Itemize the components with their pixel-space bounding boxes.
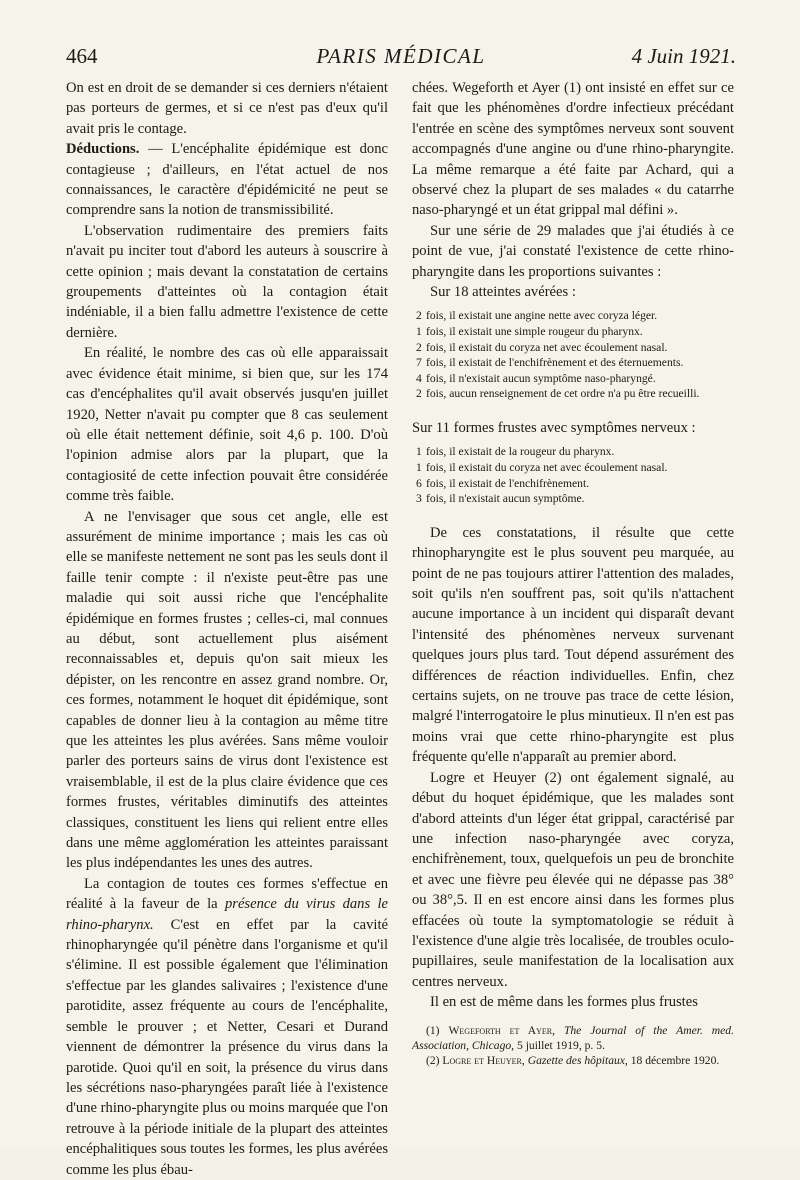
list-title: Sur 18 atteintes avérées : xyxy=(430,284,576,301)
list-avered xyxy=(412,308,734,402)
paragraph: Sur une série de 29 malades que j'ai étudiés à ce point de vue, j'ai constaté l'existence de cette rhino-pharyngite dans les proportions suivantes : xyxy=(412,222,734,280)
footnote-authors: Wegeforth et Ayer, xyxy=(448,1023,555,1037)
paragraph-text: C'est en effet par la cavité rhinopharyngée qu'il pénètre dans l'organisme et qu'il s'élimine. Il est possible également que l'élimination s'effectue par les glandes salivaires ; l'existence d'une parotidite, assez fréquente au cours de l'encéphalite, semble le prouver ; et Netter, Cesari et Durand viennent de démontrer la présence du virus dans la parotide. Quoi qu'il en soit, la présence du virus dans les sécrétions naso-pharyngées paraît liée à l'existence d'une rhino-pharyngite plus ou moins marquée que l'on retrouve à la période initiale de la plupart des atteintes encéphalitiques sous toutes les formes, les plus avérées comme les plus ébau- xyxy=(66,916,388,1178)
emphasis-text: présence du virus dans le rhino-pharynx. xyxy=(66,896,388,933)
paragraph xyxy=(66,874,388,1180)
list-item: 6 fois, il existait de l'enchifrènement. xyxy=(416,476,590,490)
paragraph: chées. Wegeforth et Ayer (1) ont insisté en effet sur ce fait que les phénomènes d'ordre infectieux précédant l'entrée en scène des symptômes nerveux sont souvent accompagnés d'une angine ou d'une rhino-pharyngite. La même remarque a été faite par Achard, qui a observé chez la plupart de ses malades « du catarrhe naso-pharyngé et un état grippal mal défini ». xyxy=(412,80,734,219)
list-item: 1 fois, il existait du coryza net avec écoulement nasal. xyxy=(416,461,668,475)
list-item: 2 fois, il existait une angine nette avec coryza léger. xyxy=(416,309,658,323)
footnote: (2) Logre et Heuyer, Gazette des hôpitaux, 18 décembre 1920. xyxy=(426,1054,720,1068)
right-column xyxy=(412,78,734,1069)
paragraph: L'observation rudimentaire des premiers faits n'avait pu inciter tout d'abord les auteurs à souscrire à cette opinion ; mais devant la constatation de certains groupements d'atteintes où la contagion était indéniable, il a bien fallu admettre l'existence de cette dernière. xyxy=(66,222,388,341)
list-item: 7 fois, il existait de l'enchifrènement et des éternuements. xyxy=(416,356,684,370)
page-number: 464 xyxy=(66,44,98,68)
paragraph: Logre et Heuyer (2) ont également signalé, au début du hoquet épidémique, que les malades sont d'abord atteints d'un léger état grippal, caractérisé par une infection naso-pharyngée avec coryza, enchifrènement, toux, quelquefois un peu de bronchite et avec une fièvre peu élevée qui ne dépasse pas 38° ou 38°,5. Il en est encore ainsi dans les formes plus effacées où toute la symptomatologie se réduit à l'existence d'une algie très localisée, de troubles oculo-pupillaires, seule manifestation de la localisation aux centres nerveux. xyxy=(412,769,734,990)
list-item: 4 fois, il n'existait aucun symptôme naso-pharyngé. xyxy=(416,371,656,385)
paragraph: Il en est de même dans les formes plus frustes xyxy=(430,994,698,1011)
paragraph-text: — L'encéphalite épidémique est donc contagieuse ; d'ailleurs, en l'état actuel de nos connaissances, le caractère d'épidémicité ne peut se comprendre sans la notion de transmissibilité. xyxy=(66,141,388,219)
list-item: 3 fois, il n'existait aucun symptôme. xyxy=(416,492,585,506)
list-item: 1 fois, il existait de la rougeur du pharynx. xyxy=(416,445,615,459)
footnote-journal: Gazette des hôpitaux, xyxy=(524,1054,628,1068)
footnote: (1) Wegeforth et Ayer, The Journal of the Amer. med. Association, Chicago, 5 juillet 1919, p. 5. xyxy=(412,1023,734,1052)
list-title: Sur 11 formes frustes avec symptômes nerveux : xyxy=(412,420,696,437)
paragraph-text: La contagion de toutes ces formes s'effectue en réalité à la faveur de la xyxy=(66,875,388,913)
list-item: 1 fois, il existait une simple rougeur du pharynx. xyxy=(416,325,643,339)
section-heading: Déductions. xyxy=(66,141,140,158)
list-frustes xyxy=(412,444,734,506)
left-column xyxy=(66,78,388,1180)
footnotes xyxy=(412,1023,734,1069)
list-item: 2 fois, aucun renseignement de cet ordre n'a pu être recueilli. xyxy=(416,387,700,401)
footnote-authors: Logre et Heuyer, xyxy=(442,1054,525,1068)
footnote-journal: The Journal of the Amer. med. Association, Chicago, xyxy=(412,1023,734,1052)
paragraph: De ces constatations, il résulte que cette rhinopharyngite est le plus souvent peu marquée, au point de ne pas toujours attirer l'attention des malades, soit qu'ils n'en souffrent pas, soit qu'ils n'attachent aucune importance à un incident qui disparaît devant l'intensité des phénomènes nerveux survenant quelques jours plus tard. Tout dépend assurément des différences de réaction individuelles. Enfin, chez certains sujets, on ne trouve pas trace de cette lésion, malgré l'interrogatoire le plus minutieux. Il n'en est pas moins vrai que cette rhino-pharyngite est plus fréquente qu'elle n'apparaît au premier abord. xyxy=(412,524,734,766)
paragraph: En réalité, le nombre des cas où elle apparaissait avec évidence était minime, si bien que, sur les 174 cas d'encéphalites qu'il avait observés jusqu'en juillet 1920, Netter n'avait pu compter que 8 cas seulement où elle était nettement définie, soit 4,6 p. 100. D'où l'opinion admise alors par la plupart, que la contagiosité de cette infection pouvait être considérée comme très faible. xyxy=(66,345,388,505)
paragraph: A ne l'envisager que sous cet angle, elle est assurément de minime importance ; mais les cas où elle se manifeste nettement ne sont pas les seuls dont il faille tenir compte : il n'existe peut-être pas une maladie qui soit aussi riche que l'encéphalite épidémique en formes frustes ; celles-ci, mal connues au début, sont actuellement plus aisément reconnaissables et, depuis qu'on sait mieux les dépister, on les rencontre en assez grand nombre. Or, ces formes, notamment le hoquet dit épidémique, sont capables de donner lieu à la contagion au même titre que les atteintes les plus avérées. Sans même vouloir parler des porteurs sains de virus dont l'existence est vraisemblable, il est de la plus claire évidence que ces formes frustes, véritables diminutifs des atteintes classiques, constituent les liens qui relient entre elles dans une même agglomération les atteintes paraissant les plus indépendantes les unes des autres. xyxy=(66,508,388,872)
running-header xyxy=(66,44,736,74)
list-item: 2 fois, il existait du coryza net avec écoulement nasal. xyxy=(416,340,668,354)
issue-date: 4 Juin 1921. xyxy=(631,44,736,68)
journal-title: PARIS MÉDICAL xyxy=(316,44,486,68)
paragraph: On est en droit de se demander si ces derniers n'étaient pas porteurs de germes, et si ce n'est pas d'eux qu'il avait pris le contage. xyxy=(66,80,388,137)
